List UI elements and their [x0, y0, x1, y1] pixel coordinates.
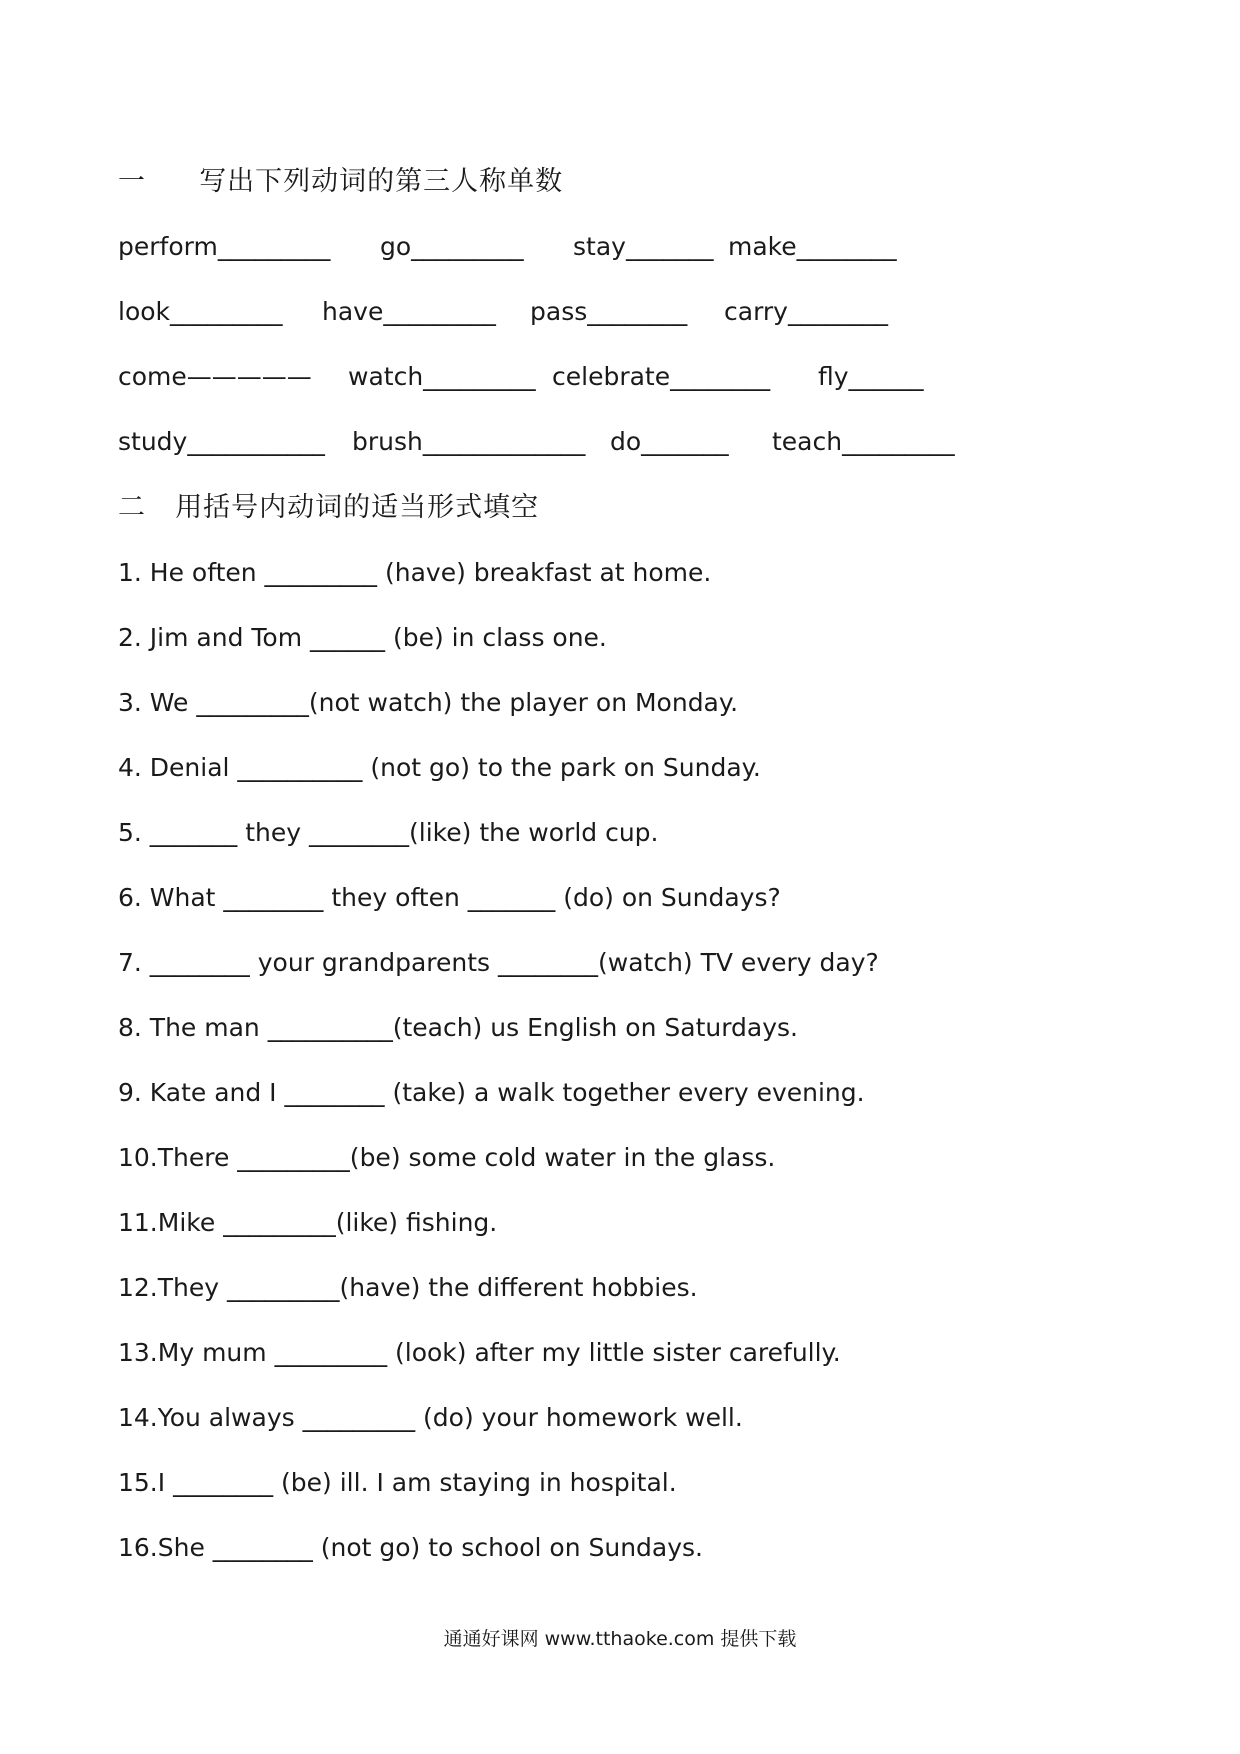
verb-blank: study___________ [118, 427, 325, 456]
verb-blank: look_________ [118, 297, 283, 326]
section-1-heading [118, 164, 563, 200]
verb-blank: carry________ [724, 297, 888, 326]
exercise-item-16: 16.She ________ (not go) to school on Sundays. [118, 1533, 703, 1562]
verb-blank: have_________ [322, 297, 496, 326]
verb-blank: do_______ [610, 427, 729, 456]
exercise-item-11: 11.Mike _________(like) fishing. [118, 1208, 498, 1237]
section-1-number: 一 [118, 166, 146, 197]
exercise-item-4: 4. Denial __________ (not go) to the park on Sunday. [118, 753, 761, 782]
exercise-item-12: 12.They _________(have) the different hobbies. [118, 1273, 698, 1302]
section-1-title: 写出下列动词的第三人称单数 [199, 166, 564, 197]
section-2-title: 用括号内动词的适当形式填空 [175, 492, 540, 523]
verb-blank: teach_________ [772, 427, 955, 456]
exercise-item-13: 13.My mum _________ (look) after my little sister carefully. [118, 1338, 841, 1367]
verb-blank: fly______ [818, 362, 924, 391]
exercise-item-3: 3. We _________(not watch) the player on Monday. [118, 688, 739, 717]
exercise-item-9: 9. Kate and I ________ (take) a walk together every evening. [118, 1078, 865, 1107]
verb-blank: come————— [118, 362, 312, 391]
verb-blank: pass________ [530, 297, 688, 326]
exercise-item-2: 2. Jim and Tom ______ (be) in class one. [118, 623, 607, 652]
verb-blank: stay_______ [573, 232, 714, 261]
verb-blank: watch_________ [348, 362, 536, 391]
exercise-item-6: 6. What ________ they often _______ (do) on Sundays? [118, 883, 781, 912]
page-footer: 通通好课网 www.tthaoke.com 提供下载 [443, 1628, 797, 1650]
exercise-item-1: 1. He often _________ (have) breakfast at home. [118, 558, 712, 587]
exercise-item-7: 7. ________ your grandparents ________(watch) TV every day? [118, 948, 879, 977]
exercise-item-15: 15.I ________ (be) ill. I am staying in hospital. [118, 1468, 677, 1497]
exercise-item-10: 10.There _________(be) some cold water in the glass. [118, 1143, 776, 1172]
exercise-item-5: 5. _______ they ________(like) the world cup. [118, 818, 659, 847]
verb-blank: perform_________ [118, 232, 331, 261]
section-2-number: 二 [118, 492, 146, 523]
verb-blank: go_________ [380, 232, 524, 261]
verb-blank: make________ [728, 232, 897, 261]
verb-blank: celebrate________ [552, 362, 771, 391]
verb-blank: brush_____________ [352, 427, 586, 456]
exercise-item-8: 8. The man __________(teach) us English on Saturdays. [118, 1013, 799, 1042]
exercise-item-14: 14.You always _________ (do) your homework well. [118, 1403, 743, 1432]
section-2-heading [118, 490, 539, 526]
